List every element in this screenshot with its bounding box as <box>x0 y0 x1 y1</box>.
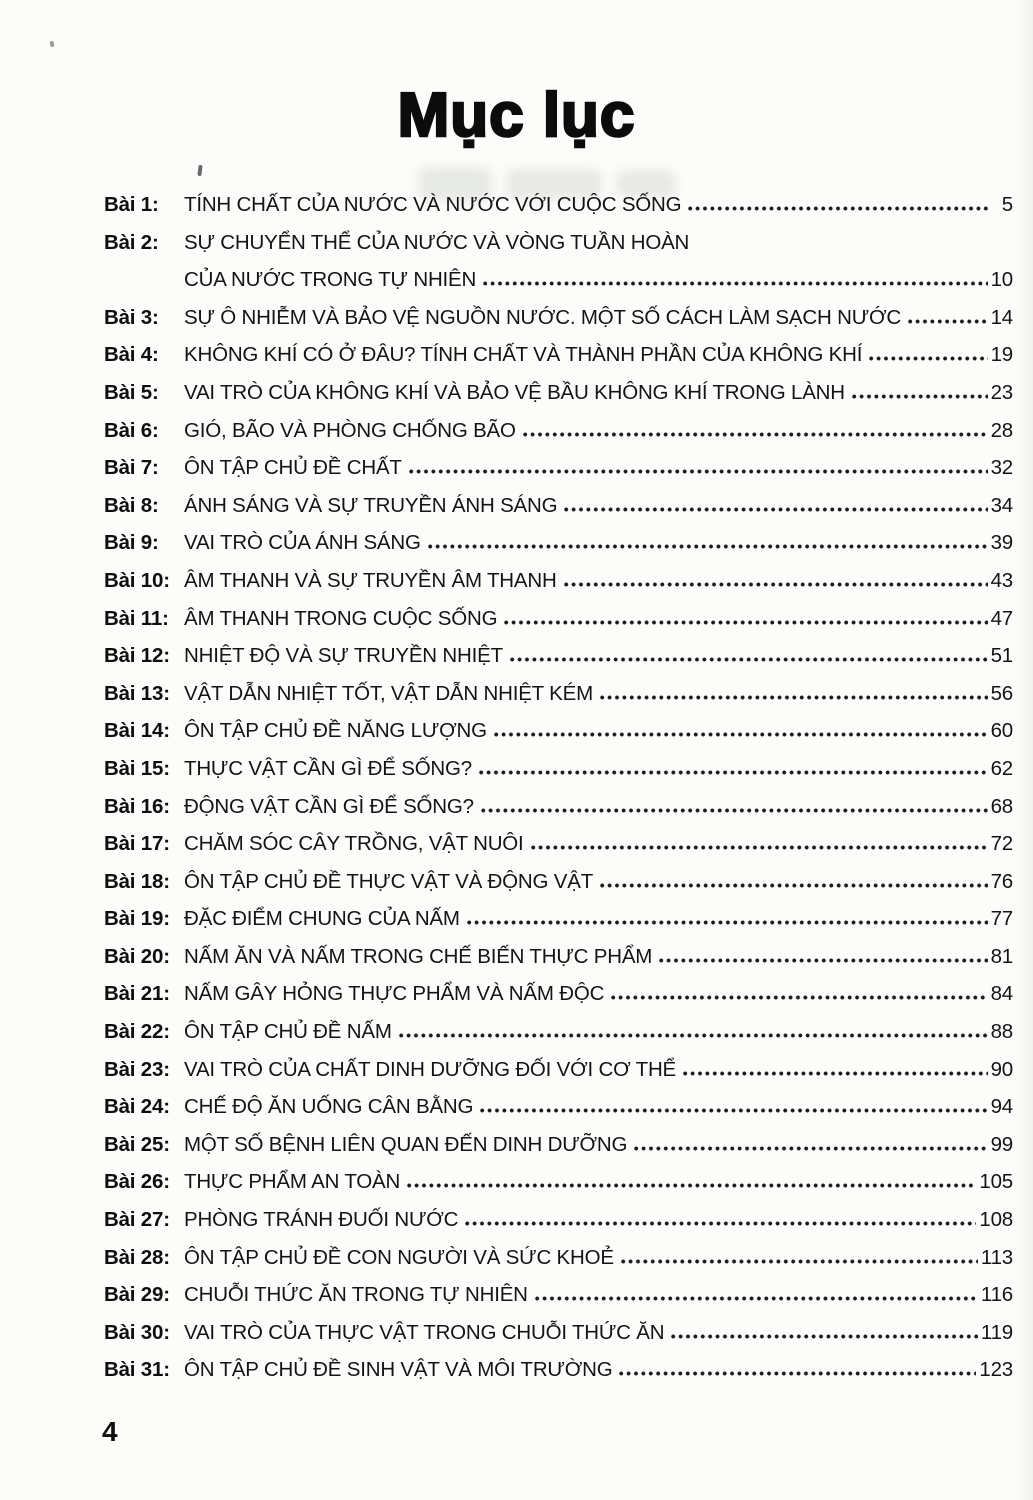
toc-entry-page: 94 <box>990 1095 1013 1119</box>
toc-entry-label: Bài 4: <box>104 343 159 367</box>
toc-entry-label: Bài 11: <box>104 606 169 630</box>
toc-entry-label: Bài 12: <box>104 644 170 668</box>
toc-entry-page: 28 <box>990 418 1013 442</box>
toc-entry-title: VAI TRÒ CỦA ÁNH SÁNG <box>184 531 421 555</box>
dot-leader <box>399 1033 988 1038</box>
toc-entry-page: 81 <box>990 944 1013 968</box>
toc-entry-label: Bài 28: <box>104 1245 170 1269</box>
toc-entry-title: VAI TRÒ CỦA THỰC VẬT TRONG CHUỖI THỨC ĂN <box>184 1320 665 1344</box>
toc-entry-line <box>104 637 1013 675</box>
dot-leader <box>869 356 987 361</box>
toc-entry-label: Bài 5: <box>104 380 159 404</box>
toc-entry-title: ÂM THANH VÀ SỰ TRUYỀN ÂM THANH <box>184 568 557 592</box>
toc-entry-line <box>104 224 1013 262</box>
toc-entry-label: Bài 6: <box>104 418 159 442</box>
toc-entry-label: Bài 30: <box>104 1320 170 1344</box>
dot-leader <box>494 732 988 737</box>
toc-entry-line <box>104 750 1013 788</box>
dot-leader <box>634 1146 987 1151</box>
dot-leader <box>621 1259 978 1264</box>
dot-leader <box>467 920 988 925</box>
toc-entry-title: ÔN TẬP CHỦ ĐỀ NĂNG LƯỢNG <box>184 719 487 743</box>
toc-entry-title: GIÓ, BÃO VÀ PHÒNG CHỐNG BÃO <box>184 418 516 442</box>
toc-entry-title: THỰC VẬT CẦN GÌ ĐỂ SỐNG? <box>184 756 472 780</box>
toc-entry-label: Bài 13: <box>104 681 170 705</box>
dot-leader <box>659 958 987 963</box>
toc-entry-page: 43 <box>990 568 1013 592</box>
dot-leader <box>504 620 987 625</box>
toc-entry-label: Bài 15: <box>104 756 170 780</box>
toc-entry-line <box>104 1351 1013 1389</box>
toc-entry-title: ÔN TẬP CHỦ ĐỀ CHẤT <box>184 456 402 480</box>
toc-entry-label: Bài 18: <box>104 869 170 893</box>
toc-entry-page: 119 <box>980 1320 1013 1344</box>
toc-entry-title: CHĂM SÓC CÂY TRỒNG, VẬT NUÔI <box>184 832 524 856</box>
toc-entry-page: 47 <box>990 606 1013 630</box>
toc-entry-page: 5 <box>1001 193 1013 216</box>
dot-leader <box>531 845 988 850</box>
toc-entry-line <box>104 1013 1013 1051</box>
dot-leader <box>479 770 988 775</box>
toc-entry-label: Bài 31: <box>104 1358 170 1382</box>
toc-entry-title: NHIỆT ĐỘ VÀ SỰ TRUYỀN NHIỆT <box>184 644 503 668</box>
dot-leader <box>908 319 988 324</box>
toc-entry-page: 88 <box>990 1020 1013 1044</box>
toc-entry-page: 19 <box>990 343 1013 367</box>
dot-leader <box>535 1296 978 1301</box>
toc-entry-label: Bài 2: <box>104 230 159 254</box>
dot-leader <box>564 582 988 587</box>
toc-entry-title: KHÔNG KHÍ CÓ Ở ĐÂU? TÍNH CHẤT VÀ THÀNH PHẦN CỦA KHÔNG KHÍ <box>184 343 863 367</box>
toc-entry-label: Bài 8: <box>104 493 159 517</box>
toc-entry-line <box>104 1239 1013 1277</box>
toc-entry-page: 62 <box>990 756 1013 780</box>
toc-entry-line <box>104 487 1013 525</box>
toc-entry-line <box>104 1163 1013 1201</box>
toc-entry-line <box>104 863 1013 901</box>
toc-entry-page: 39 <box>990 531 1013 555</box>
toc-entry-page: 14 <box>990 305 1013 329</box>
toc-entry-title: TÍNH CHẤT CỦA NƯỚC VÀ NƯỚC VỚI CUỘC SỐNG <box>184 193 682 216</box>
toc-entry-page: 10 <box>990 268 1013 292</box>
dot-leader <box>407 1183 976 1188</box>
toc-entry-title: ÔN TẬP CHỦ ĐỀ SINH VẬT VÀ MÔI TRƯỜNG <box>184 1358 613 1382</box>
dot-leader <box>671 1334 978 1339</box>
toc-entry-line <box>104 1314 1013 1352</box>
toc-entry-page: 84 <box>990 982 1013 1006</box>
toc-entry-line <box>104 675 1013 713</box>
toc-entry-title: VẬT DẪN NHIỆT TỐT, VẬT DẪN NHIỆT KÉM <box>184 681 593 705</box>
toc-entry-title: NẤM ĂN VÀ NẤM TRONG CHẾ BIẾN THỰC PHẨM <box>184 944 653 968</box>
toc-entry-line <box>104 1126 1013 1164</box>
toc-entry-page: 77 <box>990 907 1013 931</box>
toc-entry-line <box>104 299 1013 337</box>
toc-entry-label: Bài 21: <box>104 982 170 1006</box>
toc-entry-line <box>104 900 1013 938</box>
toc-entry-label: Bài 7: <box>104 456 159 480</box>
toc-entry-label: Bài 22: <box>104 1020 170 1044</box>
scan-artifact <box>49 41 54 48</box>
toc-entry-line <box>104 712 1013 750</box>
footer-page-number: 4 <box>102 1416 118 1447</box>
dot-leader <box>428 544 988 549</box>
toc-entry-line <box>104 600 1013 638</box>
toc-entry-title: SỰ CHUYỂN THỂ CỦA NƯỚC VÀ VÒNG TUẦN HOÀN <box>184 230 690 254</box>
toc-entry-line <box>104 1088 1013 1126</box>
toc-entry-line <box>104 1276 1013 1314</box>
toc-entry-label: Bài 16: <box>104 794 170 818</box>
dot-leader <box>683 1071 988 1076</box>
toc-entry-page: 51 <box>990 644 1013 668</box>
scan-artifact <box>197 165 202 176</box>
dot-leader <box>600 695 988 700</box>
dot-leader <box>483 281 987 286</box>
toc-entry-label: Bài 1: <box>104 193 159 216</box>
dot-leader <box>600 883 988 888</box>
toc-entry-title: THỰC PHẨM AN TOÀN <box>184 1170 401 1194</box>
toc-entry-line <box>104 1201 1013 1239</box>
toc-entry-title: VAI TRÒ CỦA CHẤT DINH DƯỠNG ĐỐI VỚI CƠ THỂ <box>184 1057 677 1081</box>
toc-entry-line <box>104 562 1013 600</box>
toc-entry-page: 60 <box>990 719 1013 743</box>
toc-entry-label: Bài 9: <box>104 531 159 555</box>
toc-entry-label: Bài 20: <box>104 944 170 968</box>
toc-entry-line <box>104 336 1013 374</box>
dot-leader <box>688 206 988 211</box>
toc-entry-title: ÁNH SÁNG VÀ SỰ TRUYỀN ÁNH SÁNG <box>184 493 558 517</box>
toc-entry-line <box>104 524 1013 562</box>
toc-entry-page: 123 <box>979 1358 1013 1382</box>
toc-entry-title: NẤM GÂY HỎNG THỰC PHẨM VÀ NẤM ĐỘC <box>184 982 605 1006</box>
toc-entry-page: 108 <box>979 1208 1013 1232</box>
toc-entry-line <box>104 186 1013 224</box>
toc-entry-label: Bài 26: <box>104 1170 170 1194</box>
toc-entry-line <box>104 975 1013 1013</box>
toc-entry-page: 72 <box>990 832 1013 856</box>
toc-entry-label: Bài 19: <box>104 907 170 931</box>
toc-entry-line <box>104 412 1013 450</box>
toc-entry-page: 32 <box>990 456 1013 480</box>
toc-entry-title: SỰ Ô NHIỄM VÀ BẢO VỆ NGUỒN NƯỚC. MỘT SỐ CÁCH LÀM SẠCH NƯỚC <box>184 305 901 329</box>
dot-leader <box>619 1371 976 1376</box>
dot-leader <box>852 394 988 399</box>
toc-entry-page: 105 <box>979 1170 1013 1194</box>
toc-entry-label: Bài 24: <box>104 1095 170 1119</box>
toc-entry-page: 76 <box>990 869 1013 893</box>
toc-entry-line <box>104 374 1013 412</box>
dot-leader <box>510 657 988 662</box>
toc-entry-label: Bài 27: <box>104 1208 170 1232</box>
toc-entry-label: Bài 10: <box>104 568 170 592</box>
dot-leader <box>465 1221 976 1226</box>
toc-entry-line <box>104 1051 1013 1089</box>
toc-entry-title: PHÒNG TRÁNH ĐUỐI NƯỚC <box>184 1208 459 1232</box>
dot-leader <box>409 469 988 474</box>
toc-entry-label: Bài 29: <box>104 1283 170 1307</box>
toc-entry-line <box>104 825 1013 863</box>
toc-entry-page: 116 <box>980 1283 1013 1307</box>
toc-entry-page: 34 <box>990 493 1013 517</box>
toc-entry-title: ÔN TẬP CHỦ ĐỀ THỰC VẬT VÀ ĐỘNG VẬT <box>184 869 594 893</box>
toc-entry-line <box>104 788 1013 826</box>
toc-list <box>104 186 1013 1389</box>
page-title: Mục lục <box>397 81 636 150</box>
toc-entry-title: CỦA NƯỚC TRONG TỰ NHIÊN <box>184 268 477 292</box>
dot-leader <box>481 808 988 813</box>
toc-entry-line <box>104 261 1013 299</box>
toc-entry-title: ÂM THANH TRONG CUỘC SỐNG <box>184 606 498 630</box>
toc-entry-title: VAI TRÒ CỦA KHÔNG KHÍ VÀ BẢO VỆ BẦU KHÔNG KHÍ TRONG LÀNH <box>184 380 845 404</box>
toc-entry-page: 113 <box>980 1245 1013 1269</box>
toc-entry-label: Bài 23: <box>104 1057 170 1081</box>
toc-entry-label: Bài 3: <box>104 305 159 329</box>
toc-entry-title: ÔN TẬP CHỦ ĐỀ NẤM <box>184 1020 392 1044</box>
dot-leader <box>564 507 987 512</box>
toc-entry-line <box>104 938 1013 976</box>
toc-entry-page: 68 <box>990 794 1013 818</box>
toc-entry-title: CHUỖI THỨC ĂN TRONG TỰ NHIÊN <box>184 1283 528 1307</box>
toc-entry-title: ÔN TẬP CHỦ ĐỀ CON NGƯỜI VÀ SỨC KHOẺ <box>184 1245 614 1269</box>
toc-entry-title: ĐỘNG VẬT CẦN GÌ ĐỂ SỐNG? <box>184 794 474 818</box>
toc-entry-title: MỘT SỐ BỆNH LIÊN QUAN ĐẾN DINH DƯỠNG <box>184 1132 628 1156</box>
toc-entry-title: CHẾ ĐỘ ĂN UỐNG CÂN BẰNG <box>184 1095 474 1119</box>
toc-entry-page: 99 <box>990 1132 1013 1156</box>
dot-leader <box>523 432 988 437</box>
toc-entry-label: Bài 17: <box>104 832 170 856</box>
dot-leader <box>480 1108 987 1113</box>
toc-entry-page: 23 <box>990 380 1013 404</box>
toc-entry-label: Bài 25: <box>104 1132 170 1156</box>
toc-entry-page: 56 <box>990 681 1013 705</box>
toc-entry-title: ĐẶC ĐIỂM CHUNG CỦA NẤM <box>184 907 460 931</box>
toc-entry-page: 90 <box>990 1057 1013 1081</box>
toc-entry-line <box>104 449 1013 487</box>
toc-entry-label: Bài 14: <box>104 719 170 743</box>
dot-leader <box>611 995 987 1000</box>
